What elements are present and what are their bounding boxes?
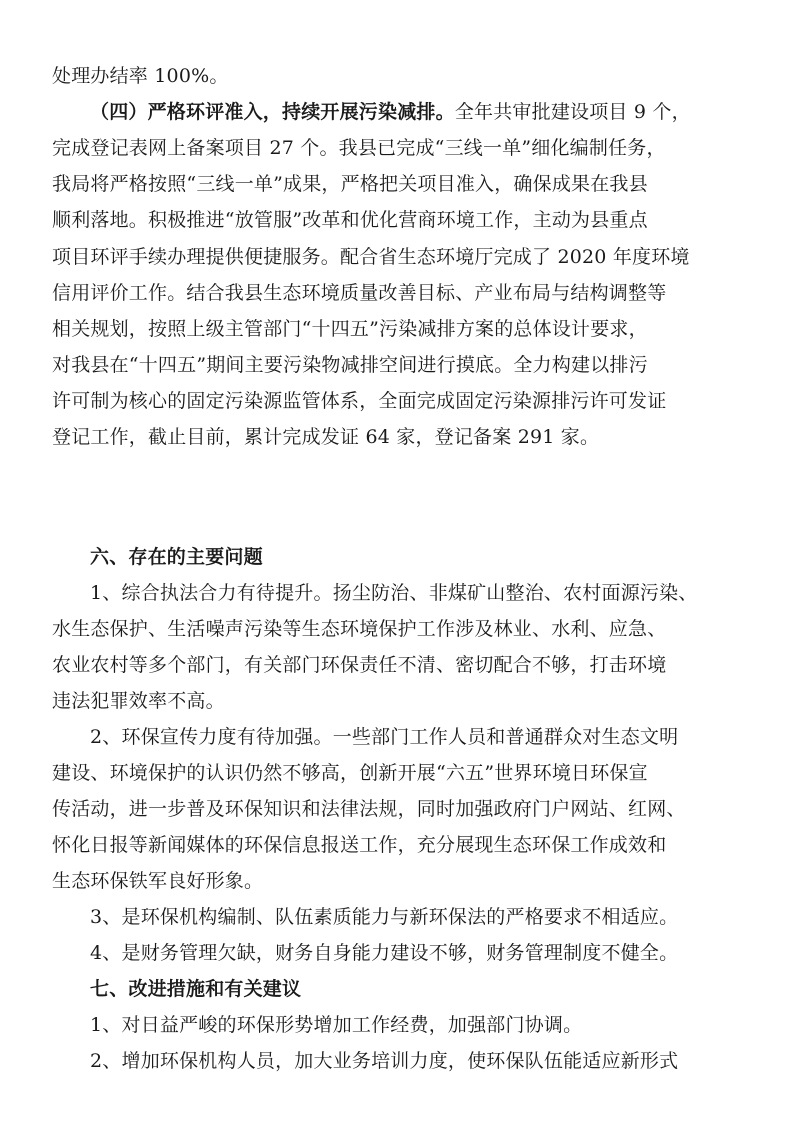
paragraph-line: 建设、环境保护的认识仍然不够高，创新开展“六五”世界环境日环保宣 — [52, 762, 648, 784]
section4-title: （四）严格环评准入，持续开展污染减排。 — [90, 101, 455, 123]
section7-heading: 七、改进措施和有关建议 — [90, 978, 302, 1000]
paragraph-line: 处理办结率 100%。 — [52, 65, 229, 87]
paragraph-line: 农业农村等多个部门，有关部门环保责任不清、密切配合不够，打击环境 — [52, 654, 667, 676]
paragraph-line: 对我县在“十四五”期间主要污染物减排空间进行摸底。全力构建以排污 — [52, 354, 648, 376]
paragraph-line: 信用评价工作。结合我县生态环境质量改善目标、产业布局与结构调整等 — [52, 282, 667, 304]
paragraph-line: 2、环保宣传力度有待加强。一些部门工作人员和普通群众对生态文明 — [90, 726, 679, 748]
paragraph-line: 1、综合执法合力有待提升。扬尘防治、非煤矿山整治、农村面源污染、 — [90, 582, 698, 604]
paragraph-line: 生态环保铁军良好形象。 — [52, 870, 264, 892]
paragraph-line: 水生态保护、生活噪声污染等生态环境保护工作涉及林业、水利、应急、 — [52, 618, 667, 640]
paragraph-line: 3、是环保机构编制、队伍素质能力与新环保法的严格要求不相适应。 — [90, 906, 679, 928]
section4-first-line — [90, 100, 691, 124]
paragraph-line: 顺利落地。积极推进“放管服”改革和优化营商环境工作，主动为县重点 — [52, 209, 648, 231]
paragraph-line: 许可制为核心的固定污染源监管体系，全面完成固定污染源排污许可发证 — [52, 390, 667, 412]
section4-line1-text: 全年共审批建设项目 9 个， — [454, 101, 691, 123]
section6-heading: 六、存在的主要问题 — [90, 546, 263, 568]
paragraph-line: 项目环评手续办理提供便捷服务。配合省生态环境厅完成了 2020 年度环境 — [52, 246, 690, 268]
paragraph-line: 违法犯罪效率不高。 — [52, 690, 225, 712]
paragraph-line: 传活动，进一步普及环保知识和法律法规，同时加强政府门户网站、红网、 — [52, 798, 686, 820]
paragraph-line: 完成登记表网上备案项目 27 个。我县已完成“三线一单”细化编制任务， — [52, 137, 666, 159]
paragraph-line: 1、对日益严峻的环保形势增加工作经费，加强部门协调。 — [90, 1014, 583, 1036]
paragraph-line: 2、增加环保机构人员，加大业务培训力度，使环保队伍能适应新形式 — [90, 1050, 679, 1072]
paragraph-line: 登记工作，截止目前，累计完成发证 64 家，登记备案 291 家。 — [52, 426, 600, 448]
paragraph-line: 怀化日报等新闻媒体的环保信息报送工作，充分展现生态环保工作成效和 — [52, 834, 667, 856]
paragraph-line: 4、是财务管理欠缺，财务自身能力建设不够，财务管理制度不健全。 — [90, 942, 679, 964]
paragraph-line: 我局将严格按照“三线一单”成果，严格把关项目准入，确保成果在我县 — [52, 173, 648, 195]
paragraph-line: 相关规划，按照上级主管部门“十四五”污染减排方案的总体设计要求， — [52, 318, 648, 340]
